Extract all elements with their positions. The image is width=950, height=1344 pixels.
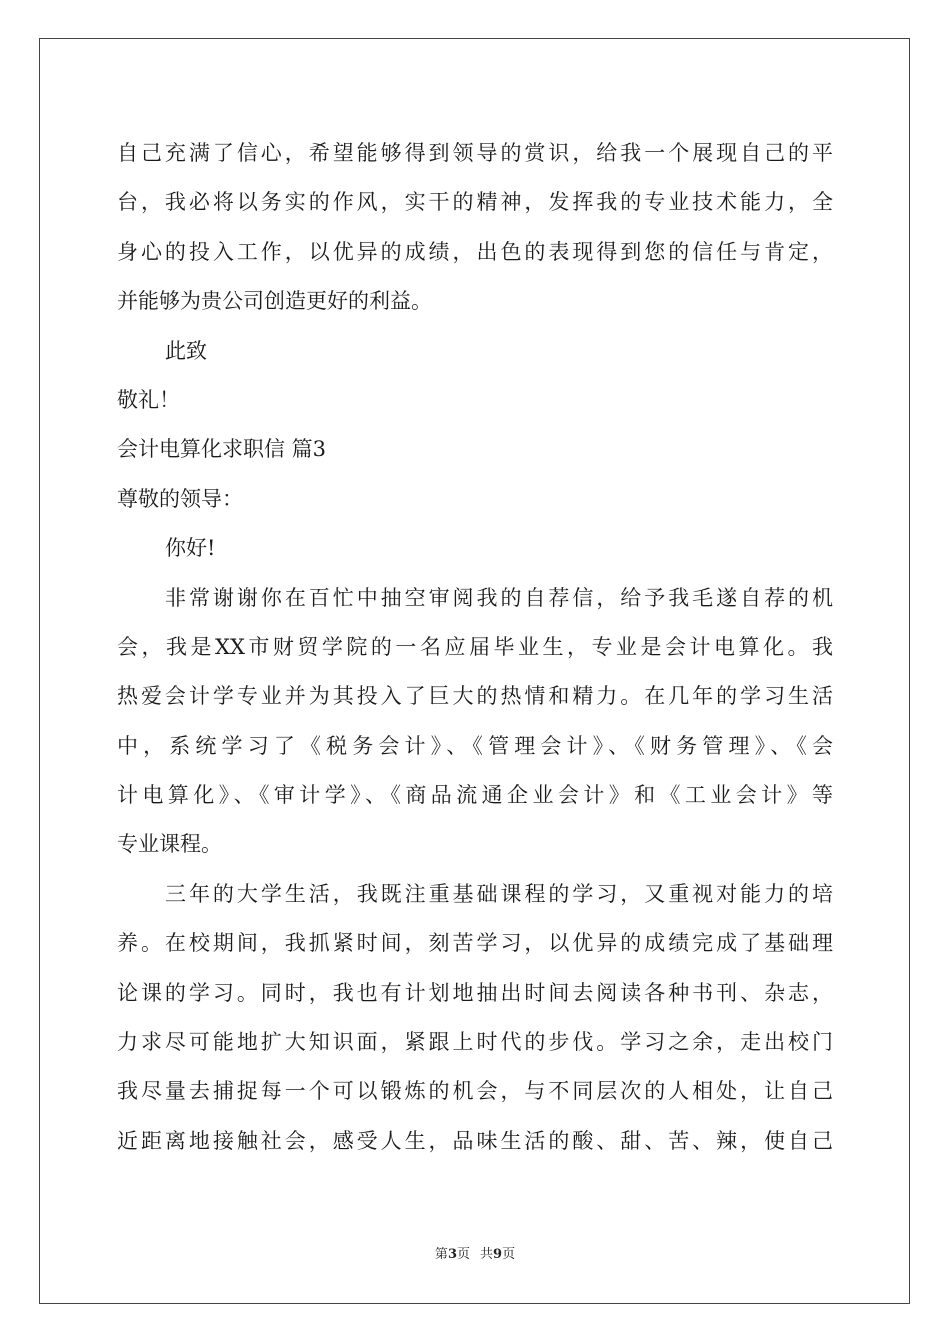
text-line: 身心的投入工作，以优异的成绩，出色的表现得到您的信任与肯定， [117, 239, 833, 264]
text-line: 并能够为贵公司创造更好的利益。 [117, 289, 432, 314]
text-line: 自己充满了信心，希望能够得到领导的赏识，给我一个展现自己的平 [117, 141, 833, 165]
footer-total-prefix: 共 [480, 1247, 494, 1262]
text-line: 力求尽可能地扩大知识面，紧跟上时代的步伐。学习之余，走出校门 [117, 1030, 833, 1055]
footer-prefix: 第 [434, 1247, 448, 1262]
footer-total-suffix: 页 [502, 1247, 516, 1262]
text-line: 三年的大学生活，我既注重基础课程的学习，又重视对能力的培 [165, 881, 833, 906]
text-line: 计电算化》、《审计学》、《商品流通企业会计》和《工业会计》等 [117, 783, 833, 808]
text-line: 热爱会计学专业并为其投入了巨大的热情和精力。在几年的学习生活 [117, 684, 833, 709]
text-line: 近距离地接触社会，感受人生，品味生活的酸、甜、苦、辣，使自己 [117, 1128, 833, 1153]
text-line: 台，我必将以务实的作风，实干的精神，发挥我的专业技术能力，全 [117, 190, 833, 215]
text-line: 中，系统学习了《税务会计》、《管理会计》、《财务管理》、《会 [117, 733, 833, 758]
text-line: 尊敬的领导： [117, 486, 243, 511]
text-line: 我尽量去捕捉每一个可以锻炼的机会，与不同层次的人相处，让自己 [117, 1079, 833, 1104]
text-line: 专业课程。 [117, 832, 222, 857]
page-footer [0, 1246, 950, 1264]
text-line: 敬礼！ [117, 387, 180, 412]
text-line: 非常谢谢你在百忙中抽空审阅我的自荐信，给予我毛遂自荐的机 [165, 585, 833, 610]
text-line: 你好! [165, 536, 216, 561]
footer-total-pages: 9 [493, 1247, 503, 1262]
document-body [117, 129, 833, 1166]
text-line: 会计电算化求职信 篇3 [117, 437, 327, 462]
text-line: 养。在校期间，我抓紧时间，刻苦学习，以优异的成绩完成了基础理 [117, 931, 833, 956]
footer-current-page: 3 [447, 1247, 457, 1262]
text-line: 论课的学习。同时，我也有计划地抽出时间去阅读各种书刊、杂志， [117, 980, 833, 1005]
text-line: 会，我是XX市财贸学院的一名应届毕业生，专业是会计电算化。我 [117, 634, 833, 659]
footer-page-word: 页 [456, 1247, 470, 1262]
text-line: 此致 [165, 338, 207, 363]
